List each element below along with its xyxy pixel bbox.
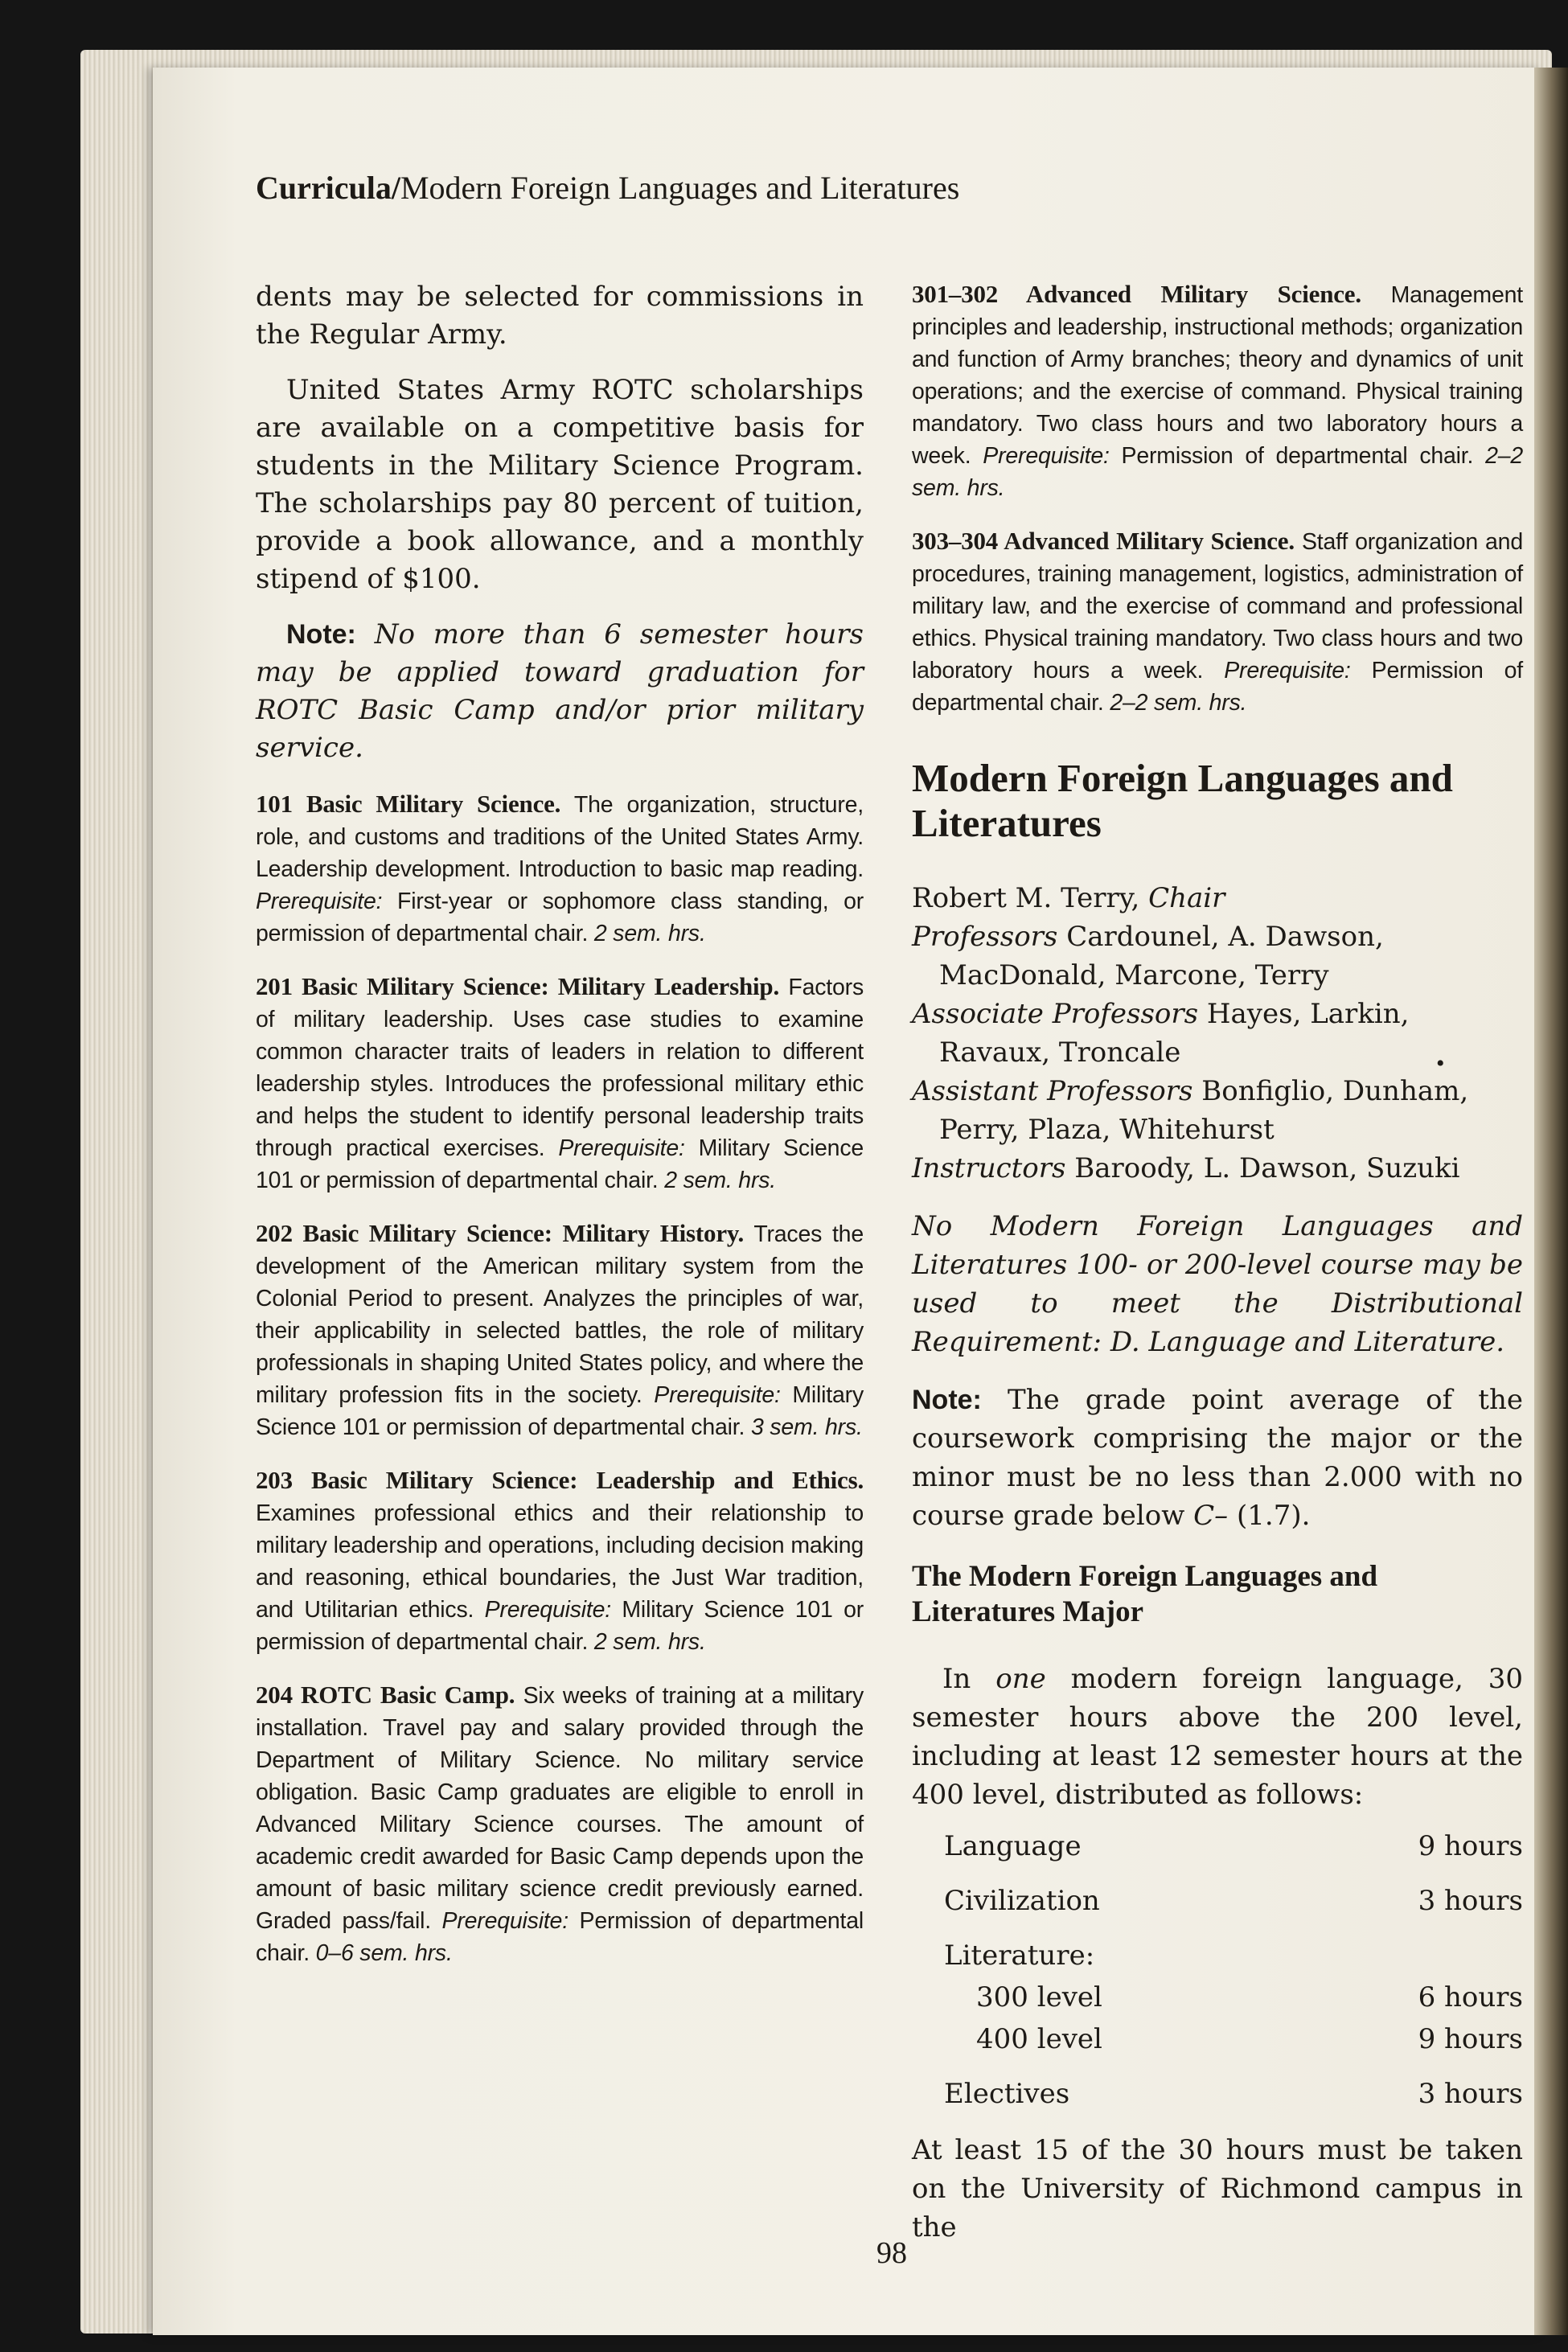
- course-credit: 2 sem. hrs.: [593, 921, 706, 946]
- faculty-names: Cardounel, A. Dawson, MacDonald, Marcone, Terry: [939, 920, 1384, 991]
- grade-note: [912, 1381, 1523, 1535]
- prerequisite-label: Prerequisite:: [484, 1597, 612, 1623]
- requirement-label: 400 level: [976, 2022, 1102, 2055]
- course-entry: [912, 525, 1523, 719]
- course-title: 301–302 Advanced Military Science.: [912, 280, 1361, 308]
- book-gutter: [1534, 68, 1568, 2335]
- course-entry: [256, 1217, 864, 1443]
- course-credit: 2 sem. hrs.: [593, 1629, 706, 1655]
- prerequisite-label: Prerequisite:: [441, 1908, 569, 1934]
- faculty-rank: Instructors: [912, 1151, 1066, 1184]
- faculty-rank: Assistant Professors: [912, 1074, 1193, 1107]
- prerequisite-text: Permission of departmental chair.: [1121, 443, 1474, 469]
- faculty-names: Baroody, L. Dawson, Suzuki: [1074, 1151, 1460, 1184]
- requirement-hours: 9 hours: [1418, 2022, 1523, 2055]
- course-description: Traces the development of the American military system from the Colonial Period to present. Analyzes the principles of war, their applicability in selected battles, the role of military professionals in shaping United States policy, and where the military profession fits in the society.: [256, 1221, 864, 1408]
- left-column: [256, 278, 864, 1969]
- grade-note-text: The grade point average of the coursework comprising the major or the minor must be no less than 2.000 with no course grade below: [912, 1383, 1523, 1532]
- major-intro: [912, 1660, 1523, 1814]
- faculty-rank: Associate Professors: [912, 997, 1199, 1030]
- running-head-title: Modern Foreign Languages and Literatures: [400, 170, 960, 206]
- intro-paragraph: dents may be selected for commissions in the Regular Army.: [256, 281, 864, 351]
- requirement-label: Language: [944, 1829, 1082, 1862]
- requirement-hours: 9 hours: [1418, 1829, 1523, 1862]
- prerequisite-text: Military Science 101 or permission of departmental chair.: [256, 1382, 864, 1440]
- requirement-row: [912, 1827, 1523, 1866]
- distribution-note: No Modern Foreign Languages and Literatures 100- or 200-level course may be used to meet the Distributional Requirement: D. Language and Literature.: [912, 1209, 1523, 1358]
- page-number: 98: [876, 2236, 907, 2270]
- course-description: Factors of military leadership. Uses case studies to examine common character traits of leaders in relation to different leadership styles. Introduces the professional military ethic and helps the student to identify personal leadership traits through practical exercises.: [256, 975, 864, 1161]
- stray-mark: •: [1436, 1050, 1445, 1077]
- note-text: No more than 6 semester hours may be applied toward graduation for ROTC Basic Camp and/or prior military service.: [256, 618, 864, 764]
- major-intro-pre: In: [942, 1662, 971, 1695]
- course-credit: 3 sem. hrs.: [750, 1414, 863, 1440]
- prerequisite-label: Prerequisite:: [558, 1135, 685, 1161]
- requirement-row: [912, 2075, 1523, 2113]
- faculty-chair: [912, 879, 1523, 917]
- course-credit: 0–6 sem. hrs.: [315, 1940, 453, 1966]
- requirement-row: [912, 1882, 1523, 1920]
- prerequisite-text: Military Science 101 or permission of departmental chair.: [256, 1597, 864, 1655]
- requirement-row: [912, 1978, 1523, 2017]
- note-label: Note:: [912, 1384, 982, 1415]
- requirement-hours: 3 hours: [1418, 1884, 1523, 1917]
- course-description: Six weeks of training at a military installation. Travel pay and salary provided through the Department of Military Science. No military service obligation. Basic Camp graduates are eligible to enroll in Advanced Military Science courses. The amount of academic credit awarded for Basic Camp depends upon the amount of basic military science credit previously earned. Graded pass/fail.: [256, 1683, 864, 1934]
- course-title: 303–304 Advanced Military Science.: [912, 527, 1295, 555]
- faculty-rank-row: [912, 1072, 1523, 1149]
- prerequisite-label: Prerequisite:: [256, 889, 383, 914]
- requirement-label: 300 level: [976, 1981, 1102, 2013]
- scholarship-paragraph: United States Army ROTC scholarships are available on a competitive basis for students in the Military Science Program. The scholarships pay 80 percent of tuition, provide a book allowance, and a monthly stipend of $100.: [256, 374, 864, 595]
- course-description: Staff organization and procedures, training management, logistics, administration of military law, and the exercise of command and professional ethics. Physical training mandatory. Two class hours and two laboratory hours a week.: [912, 529, 1523, 683]
- course-description: Management principles and leadership, instructional methods; organization and function of Army branches; theory and dynamics of unit operations; and the exercise of command. Physical training mandatory. Two class hours and two laboratory hours a week.: [912, 282, 1523, 469]
- major-intro-text: modern foreign language, 30 semester hours above the 200 level, including at least 12 semester hours at the 400 level, distributed as follows:: [912, 1662, 1523, 1811]
- prerequisite-label: Prerequisite:: [983, 443, 1110, 469]
- course-list-left: [256, 788, 864, 1969]
- faculty-rank: Professors: [912, 920, 1058, 953]
- faculty-list: [912, 879, 1523, 1188]
- course-credit: 2 sem. hrs.: [664, 1168, 777, 1193]
- section-title: Modern Foreign Languages and Literatures: [912, 756, 1453, 845]
- running-head-section: Curricula/: [256, 170, 400, 206]
- requirements-table: [912, 1827, 1523, 2113]
- requirement-label: Literature:: [944, 1939, 1095, 1972]
- faculty-names: Hayes, Larkin, Ravaux, Troncale: [939, 997, 1410, 1069]
- requirement-label: Electives: [944, 2077, 1070, 2110]
- requirement-row: [912, 2020, 1523, 2059]
- closing-paragraph: At least 15 of the 30 hours must be taken on the University of Richmond campus in the: [912, 2133, 1523, 2243]
- requirement-label: Civilization: [944, 1884, 1100, 1917]
- requirement-hours: 3 hours: [1418, 2077, 1523, 2110]
- faculty-rank-row: [912, 995, 1523, 1072]
- course-entry: [256, 788, 864, 950]
- prerequisite-text: Military Science 101 or permission of departmental chair.: [256, 1135, 864, 1193]
- course-title: 101 Basic Military Science.: [256, 790, 561, 818]
- course-credit: 2–2 sem. hrs.: [912, 443, 1524, 501]
- course-entry: [256, 1679, 864, 1969]
- prerequisite-text: First-year or sophomore class standing, or permission of departmental chair.: [256, 889, 864, 946]
- course-entry: [256, 971, 864, 1197]
- faculty-names: Bonfiglio, Dunham, Perry, Plaza, Whitehurst: [939, 1074, 1469, 1146]
- faculty-rank-row: [912, 1149, 1523, 1188]
- course-title: 203 Basic Military Science: Leadership and Ethics.: [256, 1466, 864, 1494]
- grade-note-value: (1.7).: [1237, 1499, 1311, 1532]
- requirement-hours: 6 hours: [1418, 1981, 1523, 2013]
- course-credit: 2–2 sem. hrs.: [1110, 690, 1247, 716]
- grade-note-grade: C–: [1193, 1499, 1229, 1532]
- rotc-note: [256, 616, 864, 767]
- prerequisite-text: Permission of departmental chair.: [912, 658, 1524, 716]
- major-heading: The Modern Foreign Languages and Literatures Major: [912, 1559, 1378, 1628]
- chair-name: Robert M. Terry,: [912, 881, 1140, 914]
- faculty-rank-row: [912, 917, 1523, 995]
- course-title: 201 Basic Military Science: Military Leadership.: [256, 972, 779, 1000]
- running-head: [256, 169, 1462, 207]
- note-label: Note:: [286, 619, 356, 650]
- right-column: [912, 278, 1523, 2247]
- course-description: The organization, structure, role, and customs and traditions of the United States Army. Leadership development. Introduction to basic map reading.: [256, 792, 864, 882]
- course-title: 204 ROTC Basic Camp.: [256, 1681, 515, 1709]
- prerequisite-text: Permission of departmental chair.: [256, 1908, 864, 1966]
- prerequisite-label: Prerequisite:: [654, 1382, 781, 1408]
- course-description: Examines professional ethics and their relationship to military leadership and operations, including decision making and reasoning, ethical boundaries, the Just War tradition, and Utilitarian ethics.: [256, 1500, 864, 1623]
- prerequisite-label: Prerequisite:: [1224, 658, 1351, 683]
- major-intro-emphasis: one: [995, 1662, 1046, 1695]
- requirement-group-label: [912, 1936, 1523, 1975]
- course-title: 202 Basic Military Science: Military History.: [256, 1219, 745, 1247]
- chair-title: Chair: [1148, 881, 1225, 914]
- course-entry: [912, 278, 1523, 504]
- course-entry: [256, 1464, 864, 1658]
